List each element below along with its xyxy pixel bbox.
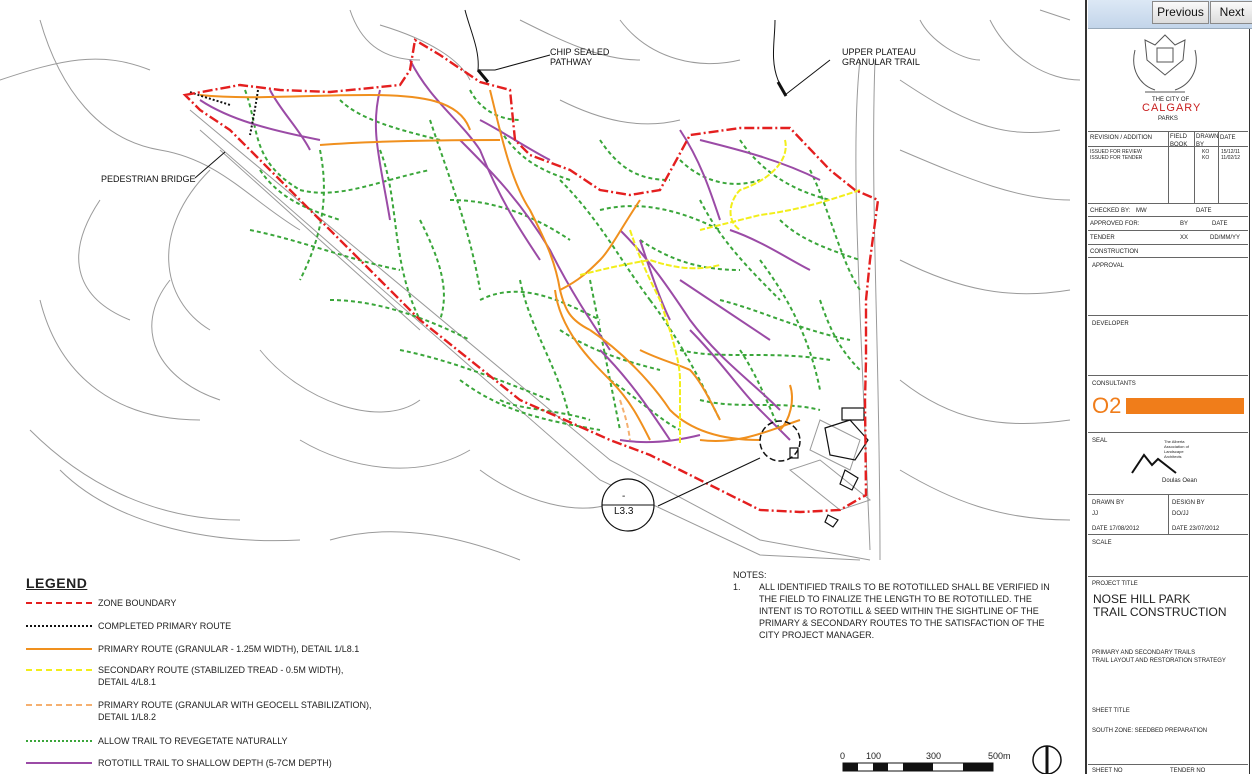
legend-label: ROTOTILL TRAIL TO SHALLOW DEPTH (5-7CM DEPTH) (98, 758, 332, 768)
sheet-title-label: SHEET TITLE (1092, 708, 1130, 714)
rev-col-fieldbook: FIELD BOOK (1170, 134, 1188, 148)
section-marker-bottom: L3.3 (614, 506, 634, 517)
tender-no-label: TENDER NO (1170, 768, 1206, 774)
signature: Doulas Oean (1162, 478, 1198, 484)
rev-col-drawn: DRAWN BY (1196, 134, 1219, 148)
dept-label: PARKS (1158, 116, 1178, 122)
legend-label: COMPLETED PRIMARY ROUTE (98, 621, 232, 631)
drawn-date: DATE 17/08/2012 (1092, 526, 1140, 532)
checked-row (1088, 203, 1248, 216)
developer-label: DEVELOPER (1092, 321, 1129, 327)
city-crest-icon (1125, 30, 1205, 100)
checked-date: DATE (1196, 208, 1212, 214)
org-label: THE CITY OF (1152, 97, 1190, 103)
legend-item (26, 643, 438, 655)
tender-date: DD/MM/YY (1210, 235, 1240, 241)
legend-swatch (26, 704, 92, 706)
approved-by-label: BY (1180, 221, 1189, 227)
legend-title: LEGEND (26, 575, 88, 591)
legend-swatch (26, 625, 92, 627)
tender-by: XX (1180, 235, 1189, 241)
legend-item (26, 664, 438, 688)
next-button[interactable]: Next (1210, 1, 1252, 24)
legend-item (26, 620, 438, 632)
approval-box (1088, 257, 1248, 315)
association-label: The Alberta Association of Landscape Architects (1164, 439, 1189, 459)
seal-label: SEAL (1092, 438, 1108, 444)
legend-label: PRIMARY ROUTE (GRANULAR - 1.25M WIDTH), DETAIL 1/L8.1 (98, 644, 360, 654)
design-by-label: DESIGN BY (1172, 500, 1205, 506)
drawn-by-value: JJ (1092, 511, 1098, 517)
construction-row (1088, 244, 1248, 257)
note-number: 1. (733, 582, 741, 592)
project-title: NOSE HILL PARK TRAIL CONSTRUCTION (1093, 592, 1227, 619)
scale-label-0: 0 (840, 751, 846, 761)
revision-1-by: KO (1202, 149, 1210, 155)
geocell-routes (620, 400, 630, 440)
legend-label: ZONE BOUNDARY (98, 598, 177, 608)
design-by-value: DO/JJ (1172, 511, 1189, 517)
approved-label: APPROVED FOR: (1090, 221, 1140, 227)
revision-1-desc: ISSUED FOR REVIEW (1090, 149, 1142, 155)
design-date: DATE 23/07/2012 (1172, 526, 1220, 532)
legend-swatch (26, 602, 92, 604)
checked-label: CHECKED BY: (1090, 208, 1131, 214)
scale-label-100: 100 (866, 751, 882, 761)
legend-item (26, 699, 438, 723)
chip-arrow (478, 70, 488, 82)
legend-swatch (26, 648, 92, 650)
legend-label: SECONDARY ROUTE (STABILIZED TREAD - 0.5M WIDTH), DETAIL 4/L8.1 (98, 665, 344, 687)
approval-label: APPROVAL (1092, 263, 1124, 269)
project-subtitle: PRIMARY AND SECONDARY TRAILS TRAIL LAYOUT AND RESTORATION STRATEGY (1092, 650, 1226, 664)
scale-label-500: 500m (988, 751, 1011, 761)
pedestrian-bridge-label: PEDESTRIAN BRIDGE (101, 174, 196, 184)
legend-item (26, 597, 438, 609)
chip-sealed-label: CHIP SEALED PATHWAY (550, 47, 610, 67)
note-text: ALL IDENTIFIED TRAILS TO BE ROTOTILLED SHALL BE VERIFIED IN THE FIELD TO FINALIZE THE LENGTH TO BE ROTOTILLED. THE INTENT IS TO ROTOTILL & SEED WITHIN THE SIGHTLINE OF THE PRIMARY & SECONDARY ROUTES TO THE SATISFACTION OF THE CITY PROJECT MANAGER. (759, 582, 1050, 640)
legend-swatch (26, 762, 92, 764)
plateau-arrow (778, 82, 786, 96)
revision-2-desc: ISSUED FOR TENDER (1090, 155, 1143, 161)
association-logo-icon (1130, 451, 1178, 475)
scale-box-label: SCALE (1092, 540, 1112, 546)
seal-box (1088, 432, 1248, 494)
section-marker-top: - (622, 491, 626, 502)
legend-item (26, 757, 438, 769)
approved-row (1088, 216, 1248, 230)
scale-label-300: 300 (926, 751, 942, 761)
north-arrow (1033, 746, 1061, 774)
leader-lines (195, 10, 830, 506)
zone-boundary (185, 40, 878, 512)
sheet-number-row (1088, 764, 1248, 774)
checked-value: MW (1136, 208, 1147, 214)
revision-2-date: 11/02/12 (1221, 155, 1241, 161)
consultants-label: CONSULTANTS (1092, 381, 1136, 387)
developer-box (1088, 315, 1248, 375)
street-network (0, 10, 1080, 560)
approved-date-label: DATE (1212, 221, 1228, 227)
legend-item (26, 735, 438, 747)
notes-title: NOTES: (733, 570, 767, 580)
drawn-by-label: DRAWN BY (1092, 500, 1125, 506)
rev-col-date: DATE (1220, 135, 1236, 141)
legend-swatch (26, 669, 92, 671)
revision-table (1088, 131, 1248, 203)
org-name: CALGARY (1142, 102, 1202, 114)
consultant-logo: O2 (1092, 393, 1122, 418)
sheet-no-label: SHEET NO (1092, 768, 1123, 774)
scale-box (1088, 534, 1248, 576)
legend-label: ALLOW TRAIL TO REVEGETATE NATURALLY (98, 736, 288, 746)
previous-button[interactable]: Previous (1152, 1, 1209, 24)
project-title-label: PROJECT TITLE (1092, 581, 1138, 587)
consultants-box (1088, 375, 1248, 432)
nav-bar (1088, 0, 1252, 29)
tender-label: TENDER (1090, 235, 1115, 241)
notes (733, 569, 1053, 641)
sheet-title: SOUTH ZONE: SEEDBED PREPARATION (1092, 728, 1208, 734)
construction-label: CONSTRUCTION (1090, 249, 1139, 255)
note-item (733, 581, 1053, 641)
upper-plateau-label: UPPER PLATEAU GRANULAR TRAIL (842, 47, 920, 67)
scale-bar (843, 763, 993, 771)
rev-col-desc: REVISION / ADDITION (1090, 135, 1153, 141)
consultant-logo-bar (1126, 398, 1244, 414)
legend-swatch (26, 740, 92, 742)
legend-label: PRIMARY ROUTE (GRANULAR WITH GEOCELL STABILIZATION), DETAIL 1/L8.2 (98, 700, 372, 722)
revision-2-by: KO (1202, 155, 1210, 161)
drawn-design-box (1088, 494, 1248, 534)
tender-row (1088, 230, 1248, 244)
revision-1-date: 15/12/11 (1221, 149, 1241, 155)
